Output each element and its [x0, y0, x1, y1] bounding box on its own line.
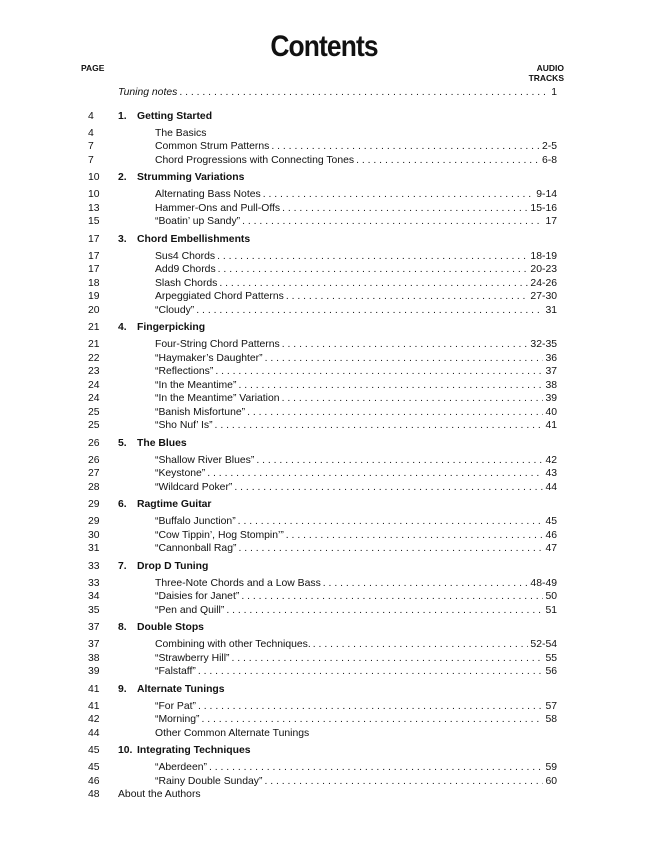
page-number: 19	[88, 291, 100, 302]
audio-track-numbers: 32-35	[530, 339, 557, 350]
dot-leader	[217, 250, 528, 264]
dot-leader	[234, 481, 543, 495]
audio-track-numbers: 52-54	[530, 639, 557, 650]
page-number: 17	[88, 233, 100, 245]
audio-track-numbers: 48-49	[530, 577, 557, 589]
entry-title: Tuning notes	[118, 87, 178, 98]
page-number: 44	[88, 727, 100, 739]
audio-track-numbers: 50	[545, 591, 557, 602]
page-number: 13	[88, 202, 100, 214]
dot-leader	[286, 290, 529, 304]
entry-title: The Basics	[155, 127, 207, 139]
page-title: Contents	[270, 30, 378, 63]
toc-row	[0, 577, 648, 591]
audio-track-numbers: 56	[545, 666, 557, 677]
page-number: 17	[88, 250, 100, 262]
toc-row	[0, 665, 648, 679]
dot-leader	[238, 379, 543, 393]
page-number: 42	[88, 714, 100, 725]
page-number: 33	[88, 577, 100, 589]
page-number: 7	[88, 141, 94, 152]
toc-row	[0, 761, 648, 775]
page-number: 26	[88, 437, 100, 449]
section-title: Ragtime Guitar	[137, 499, 212, 510]
page-number: 24	[88, 379, 100, 391]
page-number: 20	[88, 304, 100, 316]
toc-row	[0, 638, 648, 652]
page-column-header: PAGE	[81, 63, 105, 73]
audio-track-numbers: 47	[545, 543, 557, 554]
page-number: 10	[88, 189, 100, 200]
toc-row	[0, 215, 648, 229]
entry-title: “Reflections”	[155, 366, 214, 377]
dot-leader	[247, 406, 543, 420]
audio-track-numbers: 27-30	[530, 291, 557, 302]
entry-title: “Sho Nuf’ Is”	[155, 420, 213, 431]
page-number: 41	[88, 683, 100, 695]
page-number: 26	[88, 454, 100, 466]
section-title: The Blues	[137, 437, 187, 449]
audio-track-numbers: 2-5	[541, 141, 557, 152]
section-heading	[0, 621, 648, 635]
toc-row	[0, 352, 648, 366]
dot-leader	[282, 338, 529, 352]
dot-leader	[207, 467, 543, 481]
audio-track-numbers: 17	[545, 216, 557, 227]
audio-track-numbers: 57	[545, 700, 557, 712]
toc-row	[0, 590, 648, 604]
section-number: 4.	[118, 322, 127, 333]
dot-leader	[196, 304, 543, 318]
page-number: 33	[88, 560, 100, 572]
page-number: 22	[88, 352, 100, 364]
section-heading	[0, 171, 648, 185]
toc-row	[0, 454, 648, 468]
page-number: 7	[88, 154, 94, 166]
page-number: 17	[88, 264, 100, 275]
toc-row	[0, 365, 648, 379]
section-number: 8.	[118, 622, 127, 633]
page-number: 30	[88, 529, 100, 541]
audio-track-numbers: 6-8	[541, 154, 557, 166]
entry-title: “Boatin’ up Sandy”	[155, 216, 241, 227]
audio-label: AUDIO	[536, 63, 564, 73]
audio-track-numbers: 31	[545, 304, 557, 316]
audio-track-numbers: 41	[545, 420, 557, 431]
dot-leader	[238, 542, 543, 556]
section-heading	[0, 233, 648, 247]
dot-leader	[323, 577, 529, 591]
toc-row	[0, 481, 648, 495]
toc-row	[0, 700, 648, 714]
toc-row	[0, 713, 648, 727]
audio-track-numbers: 36	[545, 352, 557, 364]
dot-leader	[242, 215, 543, 229]
entry-title: Chord Progressions with Connecting Tones	[155, 154, 355, 166]
dot-leader	[264, 775, 543, 789]
audio-track-numbers: 58	[545, 714, 557, 725]
page-number: 29	[88, 499, 100, 510]
section-title: Integrating Techniques	[137, 745, 251, 756]
toc-row	[0, 86, 648, 100]
page-number: 21	[88, 322, 100, 333]
section-number: 1.	[118, 110, 127, 122]
toc-row	[0, 727, 648, 741]
page-number: 35	[88, 604, 100, 616]
dot-leader	[218, 263, 529, 277]
toc-row	[0, 379, 648, 393]
page-number: 48	[88, 789, 100, 800]
entry-title: Sus4 Chords	[155, 250, 216, 262]
section-heading	[0, 498, 648, 512]
audio-track-numbers: 46	[545, 529, 557, 541]
entry-title: “Cannonball Rag”	[155, 543, 237, 554]
toc-row	[0, 263, 648, 277]
entry-title: “In the Meantime”	[155, 379, 237, 391]
page-number: 23	[88, 366, 100, 377]
section-heading	[0, 683, 648, 697]
section-title: Fingerpicking	[137, 322, 206, 333]
toc-row	[0, 515, 648, 529]
section-title: Chord Embellishments	[137, 233, 251, 245]
toc-row	[0, 304, 648, 318]
entry-title: “Haymaker’s Daughter”	[155, 352, 263, 364]
dot-leader	[356, 154, 540, 168]
audio-track-numbers: 9-14	[536, 189, 557, 200]
toc-row	[0, 127, 648, 141]
entry-title: Add9 Chords	[155, 264, 216, 275]
entry-title: “Shallow River Blues”	[155, 454, 255, 466]
dot-leader	[209, 761, 543, 775]
page-number: 41	[88, 700, 100, 712]
dot-leader	[286, 529, 544, 543]
dot-leader	[313, 638, 529, 652]
section-title: Strumming Variations	[137, 172, 245, 183]
dot-leader	[282, 202, 528, 216]
section-number: 10.	[118, 745, 133, 756]
audio-track-numbers: 1	[551, 87, 557, 98]
section-title: Getting Started	[137, 110, 213, 122]
dot-leader	[238, 515, 544, 529]
entry-title: “Buffalo Junction”	[155, 516, 236, 527]
dot-leader	[241, 590, 543, 604]
entry-title: “In the Meantime” Variation	[155, 393, 280, 404]
toc-row	[0, 140, 648, 154]
toc-row	[0, 406, 648, 420]
page-number: 45	[88, 762, 100, 773]
entry-title: “For Pat”	[155, 700, 196, 712]
dot-leader	[265, 352, 544, 366]
section-number: 3.	[118, 233, 127, 245]
entry-title: “Cloudy”	[155, 304, 195, 316]
page-number: 37	[88, 622, 100, 633]
toc-row	[0, 775, 648, 789]
section-heading	[0, 744, 648, 758]
audio-track-numbers: 42	[545, 454, 557, 466]
entry-title: Three-Note Chords and a Low Bass	[155, 577, 321, 589]
page-number: 28	[88, 481, 100, 493]
page-number: 10	[88, 172, 100, 183]
dot-leader	[179, 86, 549, 100]
toc-row	[0, 542, 648, 556]
dot-leader	[282, 392, 544, 406]
page-number: 45	[88, 745, 100, 756]
page-number: 15	[88, 216, 100, 227]
page-number: 18	[88, 277, 100, 289]
entry-title: Common Strum Patterns	[155, 141, 270, 152]
audio-track-numbers: 51	[545, 604, 557, 616]
section-heading	[0, 110, 648, 124]
section-heading	[0, 437, 648, 451]
section-number: 5.	[118, 437, 127, 449]
dot-leader	[198, 665, 544, 679]
toc-row	[0, 202, 648, 216]
audio-track-numbers: 43	[545, 468, 557, 479]
page-number: 25	[88, 406, 100, 418]
audio-track-numbers: 24-26	[530, 277, 557, 289]
page-number: 24	[88, 393, 100, 404]
page-number: 34	[88, 591, 100, 602]
section-number: 7.	[118, 560, 127, 572]
audio-track-numbers: 39	[545, 393, 557, 404]
entry-title: Four-String Chord Patterns	[155, 339, 280, 350]
page-number: 31	[88, 543, 100, 554]
entry-title: “Keystone”	[155, 468, 206, 479]
toc-row	[0, 467, 648, 481]
entry-title: “Pen and Quill”	[155, 604, 225, 616]
audio-track-numbers: 45	[545, 516, 557, 527]
toc-row	[0, 154, 648, 168]
dot-leader	[215, 365, 543, 379]
page-number: 37	[88, 639, 100, 650]
toc-row	[0, 277, 648, 291]
dot-leader	[198, 700, 543, 714]
toc-row	[0, 188, 648, 202]
toc-row	[0, 529, 648, 543]
page-number: 27	[88, 468, 100, 479]
section-heading	[0, 560, 648, 574]
entry-title: “Daisies for Janet”	[155, 591, 240, 602]
entry-title: “Aberdeen”	[155, 762, 207, 773]
section-heading	[0, 321, 648, 335]
toc-row	[0, 604, 648, 618]
audio-track-numbers: 59	[545, 762, 557, 773]
dot-leader	[263, 188, 535, 202]
page-number: 4	[88, 127, 94, 139]
page-number: 38	[88, 652, 100, 664]
audio-track-numbers: 60	[545, 775, 557, 787]
entry-title: “Rainy Double Sunday”	[155, 775, 263, 787]
entry-title: Other Common Alternate Tunings	[155, 727, 310, 739]
audio-track-numbers: 15-16	[530, 202, 557, 214]
audio-tracks-column-header	[529, 63, 564, 83]
entry-title: “Morning”	[155, 714, 200, 725]
audio-track-numbers: 37	[545, 366, 557, 377]
entry-title: Arpeggiated Chord Patterns	[155, 291, 284, 302]
page-number: 4	[88, 110, 94, 122]
toc-row	[0, 419, 648, 433]
tracks-label: TRACKS	[528, 73, 564, 83]
toc-row	[0, 788, 648, 802]
entry-title: Slash Chords	[155, 277, 218, 289]
entry-title: “Falstaff”	[155, 666, 196, 677]
section-number: 9.	[118, 683, 127, 695]
section-title: Drop D Tuning	[137, 560, 209, 572]
entry-title: “Strawberry Hill”	[155, 652, 230, 664]
toc-row	[0, 338, 648, 352]
audio-track-numbers: 38	[545, 379, 557, 391]
entry-title: “Cow Tippin’, Hog Stompin’”	[155, 529, 284, 541]
page-number: 25	[88, 420, 100, 431]
section-number: 2.	[118, 172, 127, 183]
dot-leader	[256, 454, 543, 468]
toc-row	[0, 250, 648, 264]
toc-row	[0, 290, 648, 304]
dot-leader	[219, 277, 528, 291]
entry-title: Combining with other Techniques.	[155, 639, 311, 650]
dot-leader	[271, 140, 540, 154]
toc-row	[0, 652, 648, 666]
page-number: 29	[88, 516, 100, 527]
dot-leader	[215, 419, 544, 433]
toc-row	[0, 392, 648, 406]
entry-title: “Banish Misfortune”	[155, 406, 246, 418]
section-title: Double Stops	[137, 622, 204, 633]
dot-leader	[231, 652, 543, 666]
audio-track-numbers: 18-19	[530, 250, 557, 262]
section-title: Alternate Tunings	[137, 683, 225, 695]
page-number: 39	[88, 666, 100, 677]
audio-track-numbers: 40	[545, 406, 557, 418]
audio-track-numbers: 44	[545, 481, 557, 493]
entry-title: Alternating Bass Notes	[155, 189, 261, 200]
page-number: 21	[88, 339, 100, 350]
page-number: 46	[88, 775, 100, 787]
section-number: 6.	[118, 499, 127, 510]
entry-title: “Wildcard Poker”	[155, 481, 233, 493]
audio-track-numbers: 55	[545, 652, 557, 664]
dot-leader	[226, 604, 543, 618]
audio-track-numbers: 20-23	[530, 264, 557, 275]
entry-title: Hammer-Ons and Pull-Offs	[155, 202, 281, 214]
dot-leader	[201, 713, 543, 727]
entry-title: About the Authors	[118, 789, 201, 800]
